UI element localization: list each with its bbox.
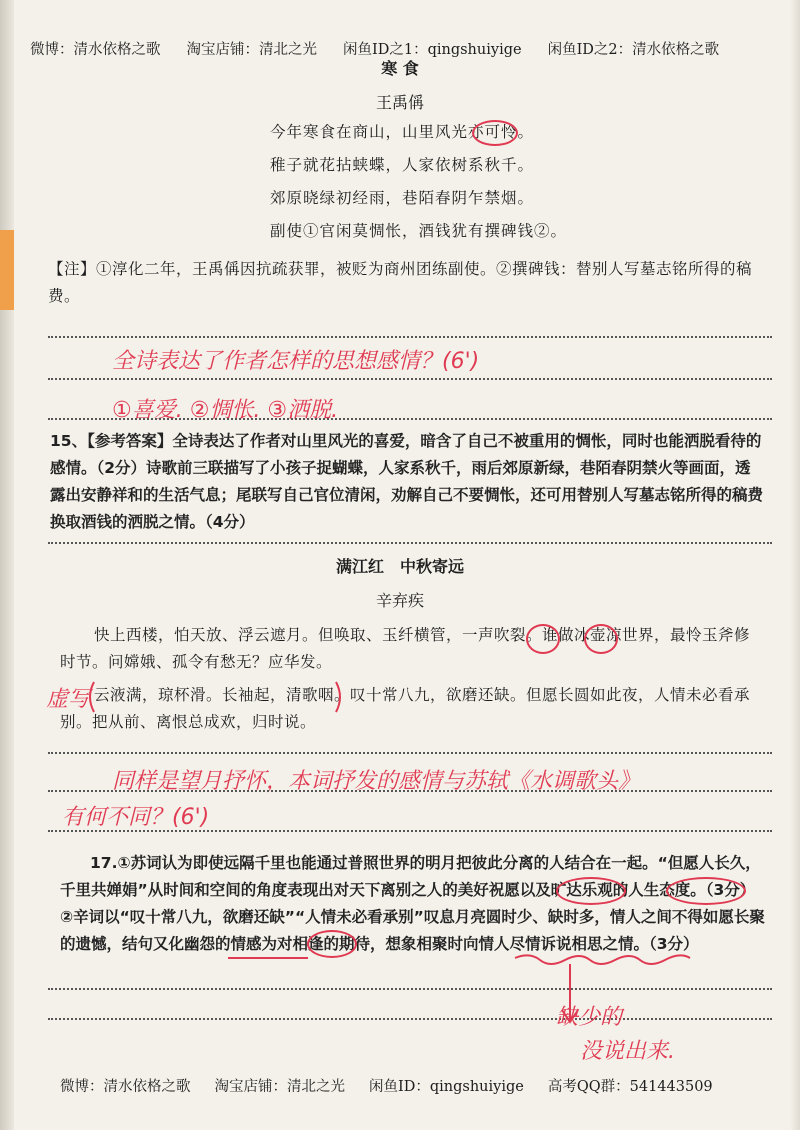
answer-15-lead: 15、【参考答案】	[50, 432, 173, 450]
answer-line	[48, 542, 772, 544]
answer-line	[48, 336, 772, 338]
circle-mark-yihan	[307, 930, 357, 958]
footer-qq-group: 高考QQ群：541443509	[547, 1079, 713, 1095]
poem1-title: 寒 食	[381, 59, 419, 78]
answer-line	[48, 752, 772, 754]
page-footer	[60, 1075, 780, 1096]
poem2-paragraph-1: 快上西楼，怕天放、浮云遮月。但唤取、玉纤横管，一声吹裂。谁做冰壶凉世界，最怜玉斧修时节。问嫦娥、孤令有愁无？应华发。	[60, 626, 751, 671]
poem2-paragraph-2-rest: 叹十常八九，欲磨还缺。但愿长圆如此夜，人情未必看承别。把从前、离恨总成欢，归时说。	[60, 686, 751, 731]
circle-mark-meihao	[556, 877, 626, 905]
bracket-mark-1	[86, 680, 346, 714]
handwritten-note-bottom-2: 没说出来.	[580, 1039, 675, 1064]
page-right-edge	[790, 0, 800, 1130]
answer-line	[48, 790, 772, 792]
poem1-line-3: 郊原晓绿初经雨，巷陌春阴乍禁烟。	[270, 189, 535, 207]
header-xianyu-1: 闲鱼ID之1：qingshuiyige	[343, 42, 522, 58]
poem1-author: 王禹偁	[375, 93, 424, 112]
answer-17: 17.①苏词认为即使远隔千里也能通过普照世界的明月把彼此分离的人结合在一起。“但愿人长久，千里共婵娟”从时间和空间的角度表现出对天下离别之人的美好祝愿以及旷达乐观的人生态度。（3分）②辛词以“叹十常八九，欲磨还缺”“人情未必看承别”叹息月亮圆时少、缺时多，情人之间不得如愿长聚的遗憾，结句又化幽怨的情感为对相逢的期待，想象相聚时向情人尽情诉说相思之情。（3分）	[60, 854, 765, 953]
answer-line	[48, 830, 772, 832]
poem1-line-2: 稚子就花拈蛱蝶，人家依树系秋千。	[270, 156, 535, 174]
orange-bookmark-tab	[0, 230, 14, 310]
handwritten-note-bottom-1: 缺少的	[556, 1005, 623, 1030]
poem1-line-1: 今年寒食在商山，山里风光亦可怜。	[270, 123, 535, 141]
handwritten-question-2a: 同样是望月抒怀，本词抒发的感情与苏轼《水调歌头》	[112, 769, 641, 794]
footer-taobao: 淘宝店铺：清北之光	[214, 1079, 345, 1095]
circle-mark-bing	[526, 624, 560, 654]
poem2-title: 满江红 中秋寄远	[335, 557, 464, 576]
poem2-author: 辛弃疾	[375, 591, 424, 610]
poem1-note: 【注】①淳化二年，王禹偁因抗疏获罪，被贬为商州团练副使。②撰碑钱：替别人写墓志铭所得的稿费。	[48, 260, 753, 305]
circle-mark-liang	[584, 624, 618, 654]
handwritten-question-2b: 有何不同？(6')	[62, 805, 210, 830]
circle-mark-kuangda	[666, 877, 746, 905]
handwritten-margin-xuxie: 虚写	[46, 687, 91, 712]
answer-15	[50, 428, 765, 536]
answer-line	[48, 418, 772, 420]
header-taobao: 淘宝店铺：清北之光	[186, 42, 317, 58]
handwritten-question-1: 全诗表达了作者怎样的思想感情？(6')	[112, 349, 480, 374]
header-xianyu-2: 闲鱼ID之2：清水依格之歌	[547, 42, 720, 58]
underline-mark-ruyuan	[228, 957, 308, 959]
circle-mark-kelian	[472, 120, 518, 146]
handwritten-answer-1: ①喜爱. ②惆怅. ③洒脱.	[112, 398, 339, 423]
page-binding-edge	[0, 0, 14, 1130]
answer-15-text: 全诗表达了作者对山里风光的喜爱，暗含了自己不被重用的惆怅，同时也能洒脱看待的感情。（2分）诗歌前三联描写了小孩子捉蝴蝶，人家系秋千，雨后郊原新绿，巷陌春阴禁火等画面，透露出安静祥和的生活气息；尾联写自己官位清闲，劝解自己不要惆怅，还可用替别人写墓志铭所得的稿费换取酒钱的洒脱之情。（4分）	[50, 432, 764, 531]
footer-xianyu: 闲鱼ID：qingshuiyige	[369, 1079, 524, 1095]
answer-line	[48, 378, 772, 380]
poem2-bracketed-lines: 云液满，琼杯滑。长袖起，清歌咽。	[94, 686, 351, 704]
footer-weibo: 微博：清水依格之歌	[60, 1079, 191, 1095]
poem1-line-4: 副使①官闲莫惆怅，酒钱犹有撰碑钱②。	[270, 222, 568, 240]
header-weibo: 微博：清水依格之歌	[30, 42, 161, 58]
